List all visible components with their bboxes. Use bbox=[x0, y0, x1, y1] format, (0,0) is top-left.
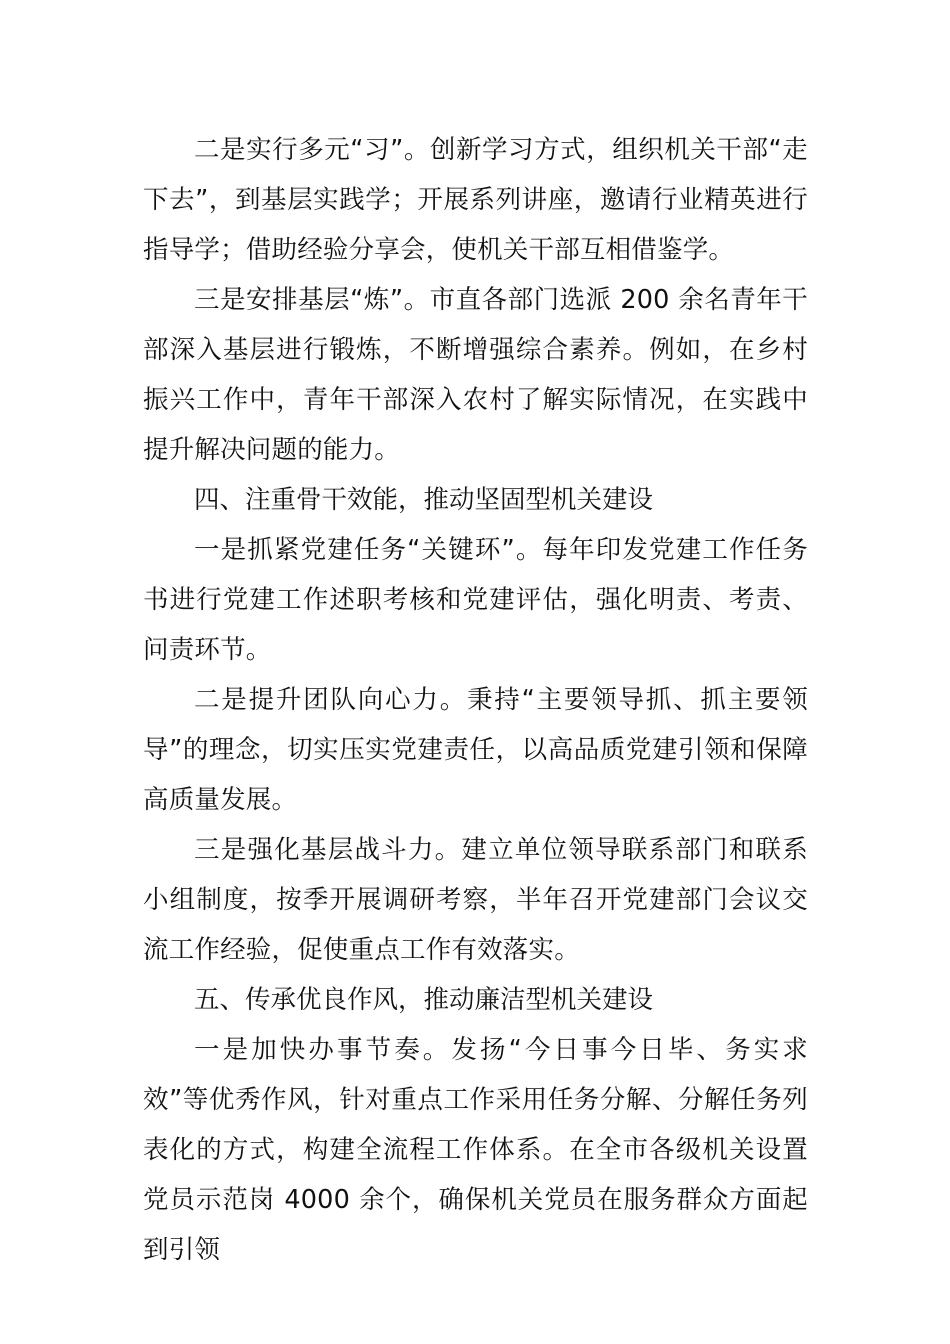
section-heading-four: 四、注重骨干效能，推动坚固型机关建设 bbox=[194, 485, 654, 515]
paragraph-key-tasks: 一是抓紧党建任务“关键环”。每年印发党建工作任务书进行党建工作述职考核和党建评估，强化明责、考责、问责环节。 bbox=[143, 535, 808, 665]
paragraph-work-pace: 一是加快办事节奏。发扬“今日事今日毕、务实求效”等优秀作风，针对重点工作采用任务分解、分解任务列表化的方式，构建全流程工作体系。在全市各级机关设置党员示范岗 4000 余个，确保机关党员在服务群众方面起到引领 bbox=[143, 1035, 808, 1265]
section-heading-five: 五、传承优良作风，推动廉洁型机关建设 bbox=[194, 985, 654, 1015]
paragraph-grassroots-strength: 三是强化基层战斗力。建立单位领导联系部门和联系小组制度，按季开展调研考察，半年召开党建部门会议交流工作经验，促使重点工作有效落实。 bbox=[143, 835, 808, 965]
document-body bbox=[143, 125, 808, 1275]
paragraph-practice-learning: 二是实行多元“习”。创新学习方式，组织机关干部“走下去”，到基层实践学；开展系列讲座，邀请行业精英进行指导学；借助经验分享会，使机关干部互相借鉴学。 bbox=[143, 135, 808, 265]
paragraph-grassroots-training: 三是安排基层“炼”。市直各部门选派 200 余名青年干部深入基层进行锻炼，不断增强综合素养。例如，在乡村振兴工作中，青年干部深入农村了解实际情况，在实践中提升解决问题的能力。 bbox=[143, 285, 808, 465]
paragraph-team-cohesion: 二是提升团队向心力。秉持“主要领导抓、抓主要领导”的理念，切实压实党建责任，以高品质党建引领和保障高质量发展。 bbox=[143, 685, 808, 815]
